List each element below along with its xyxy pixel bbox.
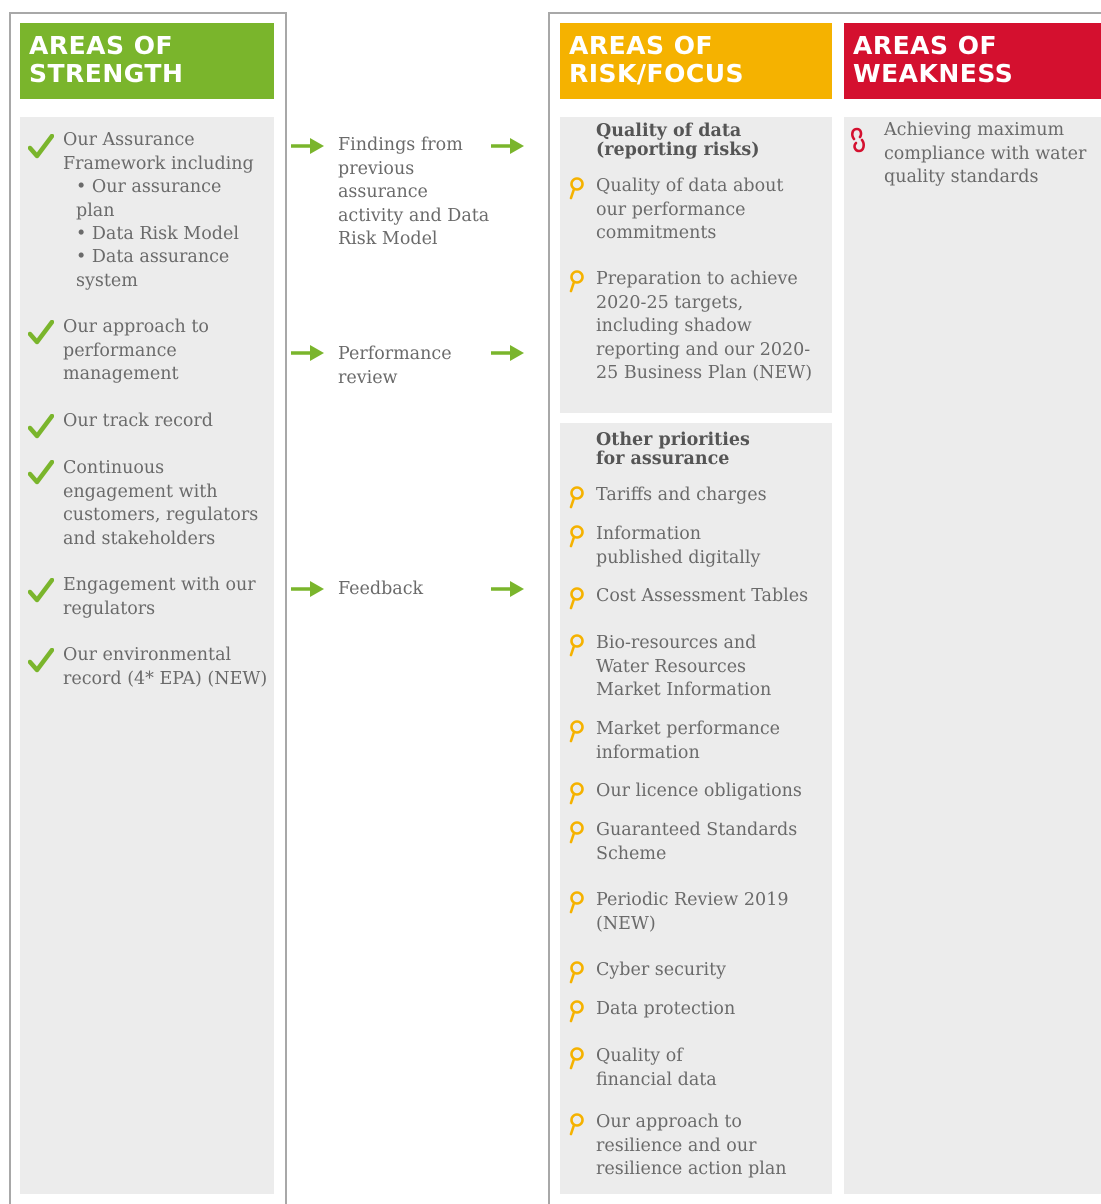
checkmark-icon bbox=[28, 460, 54, 485]
strength-item: Our approach to performance management bbox=[63, 317, 209, 384]
magnifier-icon bbox=[568, 821, 586, 844]
strength-item: Our Assurance Framework including bbox=[63, 130, 254, 174]
strength-sub-bullet bbox=[76, 223, 256, 247]
flow-label: Findings from previous assurance activity and Data Risk Model bbox=[338, 135, 490, 249]
strength-title-line1: AREAS OF bbox=[29, 31, 174, 60]
checkmark-icon bbox=[28, 134, 54, 159]
weakness-item: Achieving maximum compliance with water quality standards bbox=[884, 120, 1087, 187]
magnifier-icon bbox=[568, 891, 586, 914]
arrow-right-icon bbox=[490, 137, 526, 155]
arrow-right-icon bbox=[490, 344, 526, 362]
risk-item: Our licence obligations bbox=[596, 781, 802, 801]
weakness-panel bbox=[844, 117, 1101, 1194]
magnifier-icon bbox=[568, 1047, 586, 1070]
weakness-title-line2: WEAKNESS bbox=[853, 59, 1014, 88]
broken-chain-icon bbox=[848, 125, 872, 157]
sub-bullet-text: Data Risk Model bbox=[91, 224, 239, 244]
weakness-header bbox=[844, 23, 1101, 99]
risk-item: Quality of financial data bbox=[596, 1046, 717, 1090]
arrow-right-icon bbox=[290, 580, 326, 598]
risk-header bbox=[560, 23, 832, 99]
risk-title-line2: RISK/FOCUS bbox=[569, 59, 745, 88]
risk-item: Cost Assessment Tables bbox=[596, 586, 809, 606]
sub-bullet-text: Our assurance plan bbox=[76, 177, 222, 221]
risk-title-line1: AREAS OF bbox=[569, 31, 714, 60]
sub-bullet-text: Data assurance system bbox=[76, 247, 230, 291]
risk-item: Information published digitally bbox=[596, 524, 761, 568]
strength-title-line2: STRENGTH bbox=[29, 59, 184, 88]
flow-label: Feedback bbox=[338, 579, 424, 599]
magnifier-icon bbox=[568, 486, 586, 509]
checkmark-icon bbox=[28, 578, 54, 603]
magnifier-icon bbox=[568, 1000, 586, 1023]
risk-item: Our approach to resilience and our resilience action plan bbox=[596, 1112, 787, 1179]
strength-item: Continuous engagement with customers, regulators and stakeholders bbox=[63, 458, 259, 549]
risk-item: Periodic Review 2019 (NEW) bbox=[596, 890, 789, 934]
checkmark-icon bbox=[28, 320, 54, 345]
magnifier-icon bbox=[568, 634, 586, 657]
risk-item: Bio-resources and Water Resources Market Information bbox=[596, 633, 772, 700]
bullet-glyph: • bbox=[76, 247, 92, 267]
strength-item: Our track record bbox=[63, 411, 213, 431]
magnifier-icon bbox=[568, 587, 586, 610]
risk-item: Tariffs and charges bbox=[596, 485, 767, 505]
magnifier-icon bbox=[568, 782, 586, 805]
bullet-glyph: • bbox=[76, 177, 92, 197]
checkmark-icon bbox=[28, 414, 54, 439]
strength-item: Our environmental record (4* EPA) (NEW) bbox=[63, 645, 268, 689]
risk-item: Quality of data about our performance commitments bbox=[596, 176, 784, 243]
checkmark-icon bbox=[28, 648, 54, 673]
magnifier-icon bbox=[568, 525, 586, 548]
arrow-right-icon bbox=[490, 580, 526, 598]
arrow-right-icon bbox=[290, 344, 326, 362]
strength-sub-bullet bbox=[76, 246, 246, 293]
strength-sub-bullet bbox=[76, 176, 246, 223]
magnifier-icon bbox=[568, 270, 586, 293]
risk-group-heading: Other priorities for assurance bbox=[596, 430, 750, 469]
risk-item: Cyber security bbox=[596, 960, 727, 980]
risk-item: Data protection bbox=[596, 999, 736, 1019]
magnifier-icon bbox=[568, 1113, 586, 1136]
risk-group-heading: Quality of data (reporting risks) bbox=[596, 121, 760, 160]
risk-item: Market performance information bbox=[596, 719, 781, 763]
risk-item: Preparation to achieve 2020-25 targets, including shadow reporting and our 2020-25 Business Plan (NEW) bbox=[596, 269, 813, 383]
arrow-right-icon bbox=[290, 137, 326, 155]
strength-item: Engagement with our regulators bbox=[63, 575, 256, 619]
weakness-title-line1: AREAS OF bbox=[853, 31, 998, 60]
strength-header bbox=[20, 23, 274, 99]
risk-item: Guaranteed Standards Scheme bbox=[596, 820, 798, 864]
bullet-glyph: • bbox=[76, 224, 92, 244]
magnifier-icon bbox=[568, 961, 586, 984]
magnifier-icon bbox=[568, 177, 586, 200]
magnifier-icon bbox=[568, 720, 586, 743]
flow-label: Performance review bbox=[338, 344, 452, 388]
